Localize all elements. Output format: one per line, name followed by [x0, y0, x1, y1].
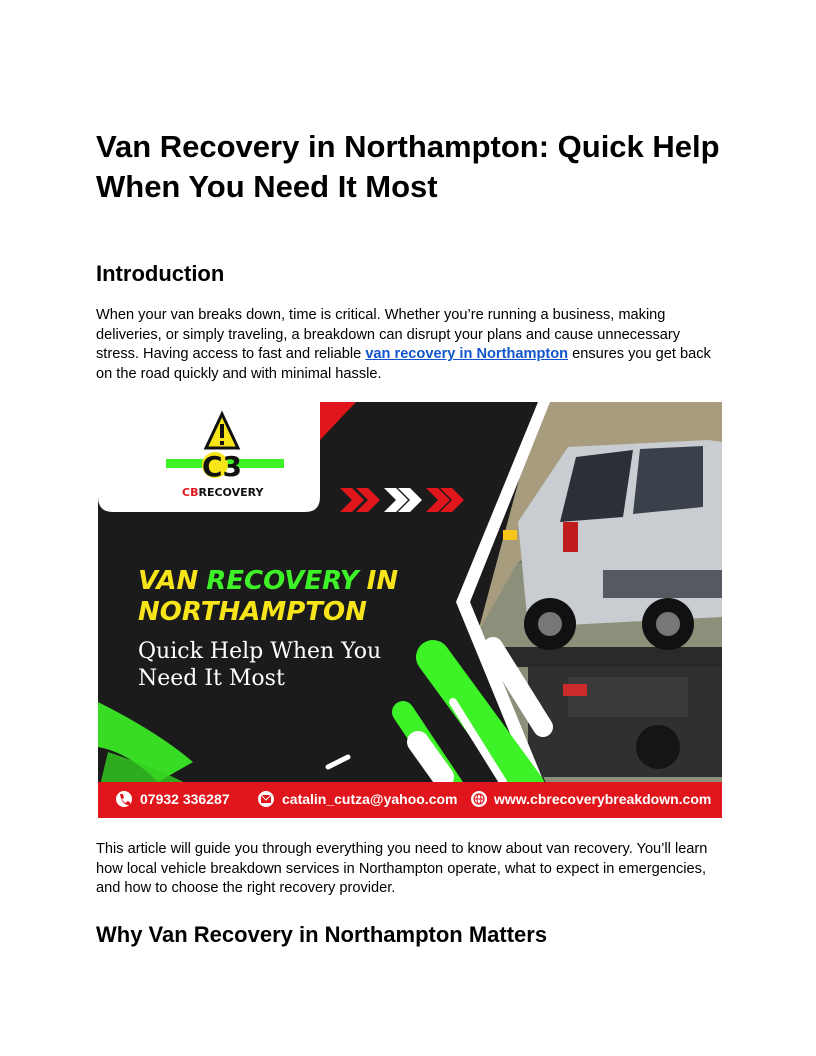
- article-title: [96, 127, 736, 207]
- promo-banner-image: [98, 402, 722, 818]
- why-heading: Why Van Recovery in Northampton Matters: [96, 922, 548, 947]
- intro-text-end: ensures you get back on the road quickly and with minimal hassle.: [96, 346, 711, 383]
- intro-text-start: When your van breaks down, time is critical. Whether you’re running a business, making deliveries, or simply traveling, a breakdown can disrupt your plans and cause unnecessary stress. Having access to fast and reliable: [96, 307, 681, 363]
- svg-text:C3: C3: [202, 450, 243, 483]
- contact-phone: 07932 336287: [140, 791, 230, 807]
- title-line-2: When You Need It Most: [96, 169, 438, 204]
- title-line-1: Van Recovery in Northampton: Quick Help: [96, 129, 720, 164]
- introduction-heading: Introduction: [96, 261, 225, 286]
- email-icon: [258, 791, 274, 807]
- banner-headline-1: VAN RECOVERY IN: [138, 566, 399, 596]
- globe-icon: [471, 791, 487, 807]
- van-recovery-link[interactable]: van recovery in Northampton: [365, 346, 569, 363]
- intro-paragraph: [96, 306, 722, 385]
- contact-email: catalin_cutza@yahoo.com: [282, 791, 458, 807]
- contact-website: www.cbrecoverybreakdown.com: [494, 791, 712, 807]
- phone-icon: [116, 791, 132, 807]
- logo-text: RECOVERY: [198, 486, 264, 499]
- banner-headline-2: NORTHAMPTON: [138, 597, 367, 627]
- guide-paragraph: This article will guide you through everything you need to know about van recovery. You’ll learn how local vehicle breakdown services in Northampton operate, what to expect in emergencies, and how to choose the right recovery provider.: [96, 841, 708, 897]
- svg-text:CBRECOVERY: CBRECOVERY: [182, 486, 264, 499]
- banner-subline-1: Quick Help When You: [138, 639, 382, 664]
- banner-subline-2: Need It Most: [138, 666, 285, 691]
